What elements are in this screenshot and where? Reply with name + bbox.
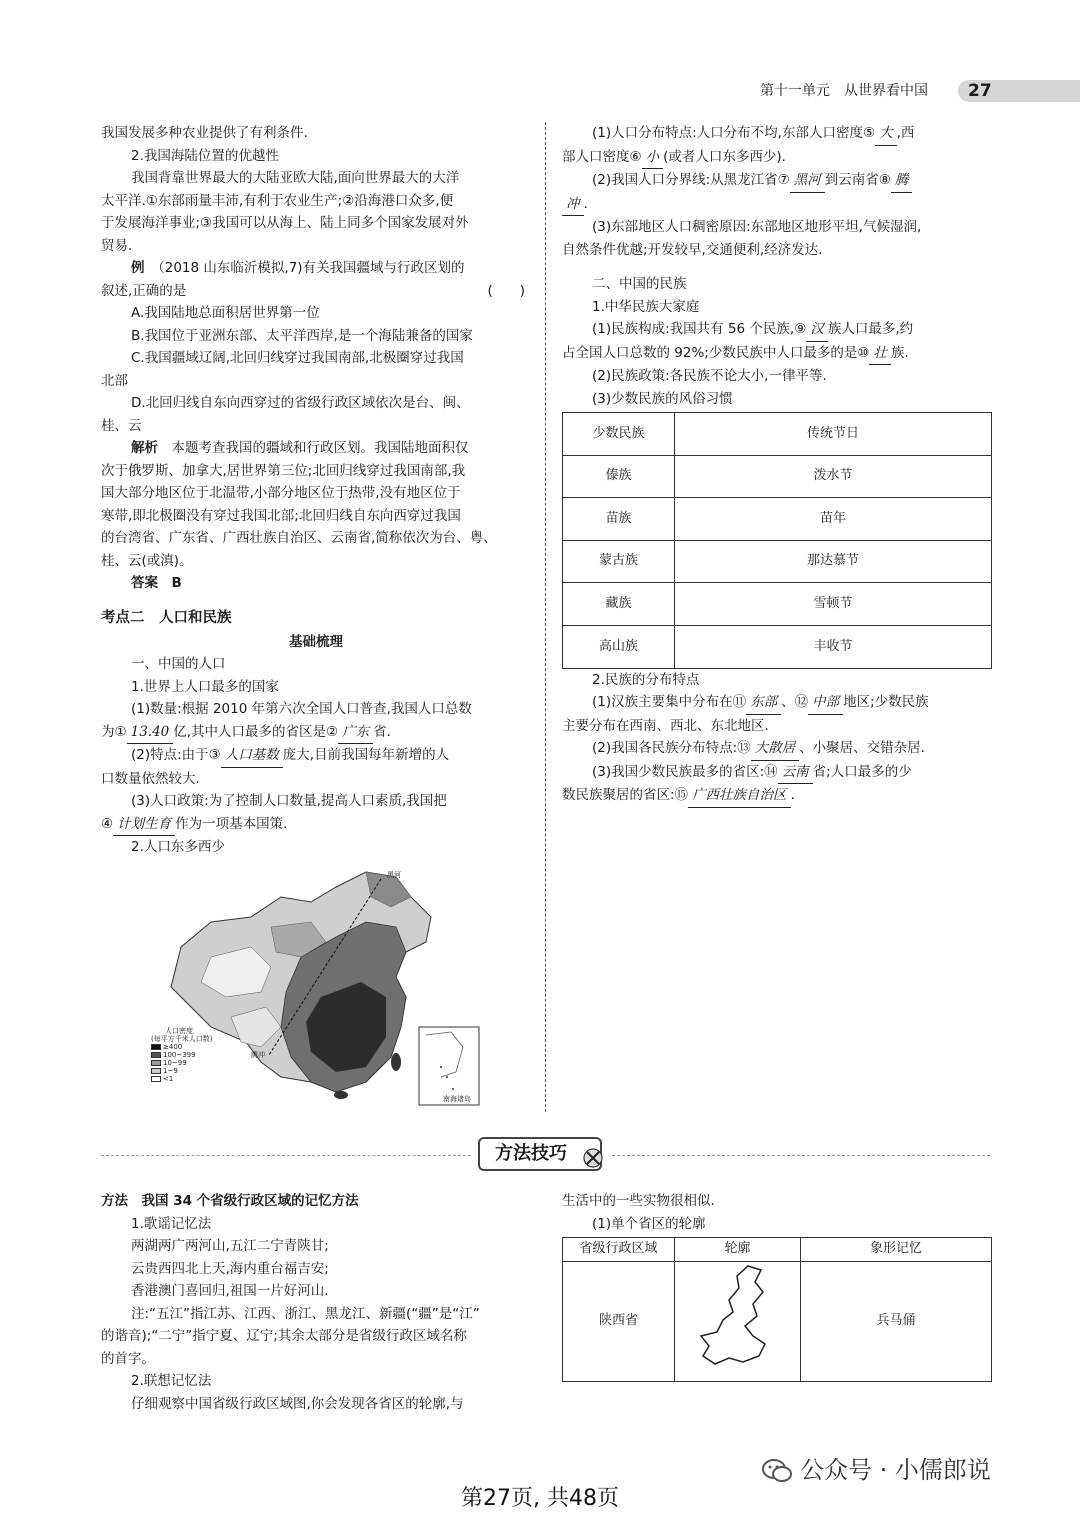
option-b: B.我国位于亚洲东部、太平洋西岸,是一个海陆兼备的国家: [131, 327, 473, 344]
note-line: 注:“五江”指江苏、江西、浙江、黑龙江、新疆(“疆”是“江”: [131, 1305, 480, 1322]
label-tengchong: 腾冲: [251, 1050, 265, 1059]
tools-icon: [582, 1147, 604, 1169]
page-header: [760, 80, 1080, 102]
text-line: (2)我国各民族分布特点:⑬ 大散居 、小聚居、交错杂居.: [562, 737, 992, 761]
badge-rule-right: [612, 1155, 990, 1156]
table-row: 高山族 丰收节: [563, 625, 992, 668]
table-header: 传统节日: [675, 413, 992, 456]
province-outline-table: [562, 1237, 992, 1382]
text-line: (2)民族政策:各民族不论大小,一律平等.: [592, 368, 827, 384]
label-heihe: 黑河: [387, 870, 401, 879]
text-line: (2)特点:由于③ 人口基数 庞大,目前我国每年新增的人: [101, 744, 531, 768]
text-line: 部人口密度⑥ 小 (或者人口东多西少).: [562, 146, 992, 170]
table-row: 蒙古族 那达慕节: [563, 540, 992, 583]
text-line: 于发展海洋事业;③我国可以从海上、陆上同多个国家发展对外: [101, 215, 469, 231]
analysis-line: 寒带,即北极圈没有穿过我国北部;北回归线自东向西穿过我国: [101, 507, 461, 524]
answer-blank-4: 计划生育: [113, 813, 175, 837]
note-line: 的首字。: [101, 1350, 155, 1367]
example-stem-2: 叙述,正确的是 ( ): [101, 282, 525, 299]
text-line: (3)人口政策:为了控制人口数量,提高人口素质,我国把: [131, 793, 447, 809]
text-line: (1)汉族主要集中分布在⑪ 东部 、⑫ 中部 地区;少数民族: [562, 691, 992, 715]
method-title: 方法 我国 34 个省级行政区域的记忆方法: [101, 1193, 359, 1209]
watermark: 公众号 · 小儒郎说: [762, 1454, 991, 1486]
legend-item: 10~99: [151, 1059, 212, 1067]
table-header-row: [563, 1238, 992, 1262]
wechat-icon: [762, 1458, 792, 1484]
text-line: (3)我国少数民族最多的省区:⑭ 云南 省;人口最多的少: [562, 761, 992, 785]
answer-blank-9: 汉: [806, 318, 828, 342]
text-line: 数民族聚居的省区:⑮ 广西壮族自治区 .: [562, 784, 992, 808]
table-row: 苗族 苗年: [563, 498, 992, 541]
heading-song: 1.歌谣记忆法: [131, 1215, 212, 1232]
table-row: 傣族 泼水节: [563, 455, 992, 498]
page-footer: 第27页, 共48页: [461, 1486, 619, 1511]
table-header: 象形记忆: [801, 1238, 992, 1262]
analysis-line: 的台湾省、广东省、广西壮族自治区、云南省,简称依次为台、粤、: [101, 530, 497, 546]
text-line: 生活中的一些实物很相似.: [562, 1193, 715, 1209]
text-line: 2.我国海陆位置的优越性: [131, 147, 279, 164]
text-line: (1)民族构成:我国共有 56 个民族,⑨ 汉 族人口最多,约: [562, 318, 992, 342]
answer-blank-14: 云南: [778, 761, 813, 785]
method-right-column: [562, 1190, 992, 1382]
badge-title: 方法技巧: [495, 1143, 567, 1164]
verse-line: 香港澳门喜回归,祖国一片好河山.: [131, 1283, 329, 1299]
table-header-row: [563, 413, 992, 456]
shaanxi-outline: [693, 1262, 783, 1372]
analysis-line: 桂、云(或滇)。: [101, 552, 193, 569]
analysis-line: 次于俄罗斯、加拿大,居世界第三位;北回归线穿过我国南部,我: [101, 462, 466, 479]
text-line: ④ 计划生育 作为一项基本国策.: [101, 813, 531, 837]
answer-blank-3: 人口基数: [221, 744, 283, 768]
legend-unit: (每平方千米人口数): [151, 1034, 213, 1043]
answer-blank-10: 壮: [869, 342, 891, 366]
table-header: 轮廓: [675, 1238, 801, 1262]
answer-blank-13: 大散居: [751, 737, 800, 761]
text-line: 冲 .: [562, 193, 992, 217]
heading-ethnic: 二、中国的民族: [592, 276, 687, 292]
text-line: 贸易.: [101, 237, 133, 254]
option-d: D.北回归线自东向西穿过的省级行政区域依次是台、闽、: [131, 395, 470, 411]
option-a: A.我国陆地总面积居世界第一位: [131, 305, 320, 321]
method-left-column: [101, 1190, 541, 1415]
legend-title: 人口密度: [165, 1026, 193, 1035]
answer-blank-2: 广东: [338, 721, 373, 745]
note-line: 的谐音);“二宁”指宁夏、辽宁;其余太部分是省级行政区域名称: [101, 1328, 467, 1344]
answer-blank-5: 大: [875, 122, 897, 146]
text-line: (1)人口分布特点:人口分布不均,东部人口密度⑤ 大 ,西: [562, 122, 992, 146]
text-line: (2)我国人口分界线:从黑龙江省⑦ 黑河 到云南省⑧ 腾: [562, 169, 992, 193]
column-divider: [545, 122, 546, 1112]
text-line: 太平洋.①东部雨量丰沛,有利于农业生产;②沿海港口众多,便: [101, 192, 454, 209]
answer-blank-7: 黑河: [790, 169, 825, 193]
answer-blank-8: 腾: [891, 169, 913, 193]
right-column: [562, 122, 992, 808]
legend-item: <1: [151, 1075, 212, 1083]
legend-item: 100~399: [151, 1051, 212, 1059]
analysis-line: 解析 本题考查我国的疆域和行政区划。我国陆地面积仅: [131, 440, 469, 456]
option-c-cont: 北部: [101, 372, 128, 389]
legend-item: ≥400: [151, 1043, 212, 1051]
verse-line: 两湖两广两河山,五江二宁青陕甘;: [131, 1238, 329, 1254]
option-c: C.我国疆域辽阔,北回归线穿过我国南部,北极圈穿过我国: [131, 350, 464, 366]
analysis-label: 解析: [131, 440, 158, 456]
answer-line: 答案 B: [131, 575, 182, 591]
text-line: 我国发展多种农业提供了有利条件.: [101, 125, 308, 141]
text-line: (1)单个省区的轮廓: [592, 1215, 706, 1232]
section-title: 考点二 人口和民族: [101, 609, 232, 626]
text-line: 口数量依然较大.: [101, 770, 200, 787]
method-badge: [478, 1137, 602, 1173]
analysis-line: 国大部分地区位于北温带,小部分地区位于热带,没有地区位于: [101, 485, 461, 501]
answer-blank-15: 广西壮族自治区: [688, 784, 791, 808]
text-line: 我国背靠世界最大的大陆亚欧大陆,面向世界最大的大洋: [131, 170, 460, 186]
answer-blank-12: 中部: [808, 691, 843, 715]
text-line: 主要分布在西南、西北、东北地区.: [562, 717, 769, 734]
heading-association: 2.联想记忆法: [131, 1373, 212, 1389]
label-inset: 南海诸岛: [443, 1094, 471, 1103]
badge-rule-left: [101, 1155, 471, 1156]
unit-title: 第十一单元 从世界看中国: [760, 83, 928, 99]
heading-largest: 1.世界上人口最多的国家: [131, 678, 279, 695]
answer-blank-11: 东部: [746, 691, 781, 715]
verse-line: 云贵西四北上天,海内重台福吉安;: [131, 1260, 329, 1277]
table-header: 省级行政区域: [563, 1238, 675, 1262]
text-line: 自然条件优越;开发较早,交通便利,经济发达.: [562, 241, 823, 258]
map-legend: [151, 1027, 212, 1083]
text-line: (1)数量:根据 2010 年第六次全国人口普查,我国人口总数: [131, 701, 472, 717]
answer-blank-6: 小: [642, 146, 664, 170]
text-line: 仔细观察中国省级行政区域图,你会发现各省区的轮廓,与: [131, 1395, 464, 1412]
shaanxi-outline-cell: [675, 1262, 801, 1382]
festival-table: [562, 412, 992, 669]
example-stem: 例 （2018 山东临沂模拟,7)有关我国疆域与行政区划的: [131, 260, 465, 276]
heading-population: 一、中国的人口: [131, 656, 226, 672]
section-subtitle: 基础梳理: [289, 633, 343, 650]
table-row: 藏族 雪顿节: [563, 583, 992, 626]
heading-distribution-features: 2.民族的分布特点: [592, 671, 700, 688]
option-d-cont: 桂、云: [101, 417, 142, 434]
legend-item: 1~9: [151, 1067, 212, 1075]
answer-blank-1: 13.40: [127, 721, 174, 745]
table-row: 陕西省 兵马俑: [563, 1262, 992, 1382]
text-line: (3)东部地区人口稠密原因:东部地区地形平坦,气候湿润,: [592, 219, 922, 235]
text-line: 占全国人口总数的 92%;少数民族中人口最多的是⑩ 壮 族.: [562, 342, 992, 366]
population-density-map: [151, 867, 481, 1107]
text-line: 为① 13.40 亿,其中人口最多的省区是② 广东 省.: [101, 721, 531, 745]
page-number: 27: [968, 81, 992, 101]
table-header: 少数民族: [563, 413, 675, 456]
heading-family: 1.中华民族大家庭: [592, 298, 700, 315]
example-label: 例: [131, 260, 145, 276]
text-line: (3)少数民族的风俗习惯: [592, 390, 733, 407]
left-column: [101, 122, 531, 1107]
answer-blank-8-cont: 冲: [562, 193, 584, 217]
heading-distribution: 2.人口东多西少: [131, 839, 225, 855]
